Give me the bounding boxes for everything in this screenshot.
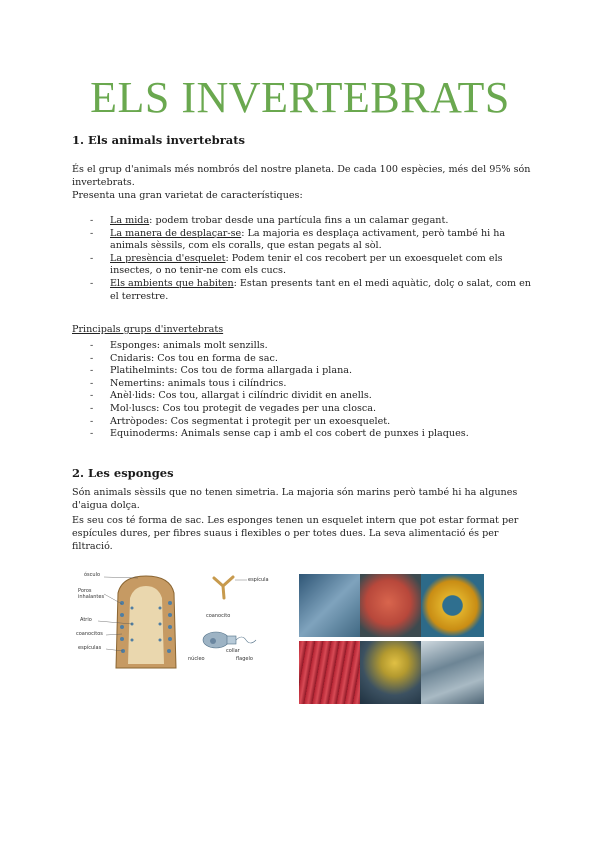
sponge-photo (299, 574, 362, 637)
label-collar: collar (226, 648, 240, 654)
section2-heading: 2. Les esponges (72, 466, 174, 480)
group-item: - Nemertins: animals tous i cilíndrics. (72, 378, 532, 391)
label-osculo: ósculo (84, 572, 101, 578)
group-item: - Equinoderms: Animals sense cap i amb el cos cobert de punxes i plaques. (72, 428, 532, 441)
sponge-photo (299, 641, 362, 704)
group-item: - Cnidaris: Cos tou en forma de sac. (72, 353, 532, 366)
feature-item (72, 228, 532, 253)
feature-term: Els ambients que habiten (110, 277, 234, 289)
group-item: - Anèl·lids: Cos tou, allargat i cilíndric dividit en anells. (72, 390, 532, 403)
section1-heading: 1. Els animals invertebrats (72, 133, 246, 147)
label-poros: Poros inhalantes (78, 588, 105, 600)
feature-term: La presència d'esquelet (110, 252, 226, 264)
group-item: - Artròpodes: Cos segmentat i protegit per un exoesquelet. (72, 416, 532, 429)
feature-text: : Podem tenir el cos recobert per un exoesquelet com els insectes, o no tenir-ne com els cucs. (110, 252, 503, 277)
sponge-photo (421, 574, 484, 637)
label-flagelo: flagelo (236, 656, 253, 662)
page-title: ELS INVERTEBRATS (90, 73, 510, 122)
label-nucleo: núcleo (188, 656, 205, 662)
sponges-paragraph-2: Es seu cos té forma de sac. Les esponges tenen un esquelet intern que pot estar format per espícules dures, per fibres suaus i flexibles o per totes dues. La seva alimentació és per filtració. (72, 515, 519, 552)
feature-text: : Estan presents tant en el medi aquàtic, dolç o salat, com en el terrestre. (110, 277, 531, 302)
label-coanocito: coanocito (206, 613, 231, 619)
feature-text: : podem trobar desde una partícula fins a un calamar gegant. (149, 215, 449, 226)
groups-list (72, 340, 532, 441)
feature-term: La mida (110, 215, 150, 226)
feature-item (72, 253, 532, 278)
sponge-photo (360, 641, 423, 704)
sponge-photo (360, 574, 423, 637)
sponge-photo (421, 641, 484, 704)
label-atrio: Atrio (80, 617, 92, 623)
intro-sentence: Presenta una gran varietat de característiques: (72, 190, 303, 201)
feature-item (72, 278, 532, 303)
sponges-paragraph-1: Són animals sèssils que no tenen simetria. La majoria són marins però també hi ha algunes d'aigua dolça. (72, 487, 518, 511)
sponge-photo-grid (299, 574, 484, 704)
group-item: - Esponges: animals molt senzills. (72, 340, 532, 353)
groups-heading: Principals grups d'invertebrats (72, 324, 224, 335)
label-coanocitos: coanocitos (76, 631, 103, 637)
sponge-anatomy-diagram (76, 568, 276, 678)
group-item: - Mol·luscs: Cos tou protegit de vegades per una closca. (72, 403, 532, 416)
group-item: - Platihelmints: Cos tou de forma allargada i plana. (72, 365, 532, 378)
feature-term: La manera de desplaçar-se (110, 227, 242, 239)
label-espicula: espícula (248, 577, 269, 583)
label-espiculas: espículas (78, 645, 102, 651)
feature-text: : La majoria es desplaça activament, però també hi ha animals sèssils, com els coralls, que estan pegats al sòl. (110, 227, 506, 252)
intro-paragraph: És el grup d'animals més nombrós del nostre planeta. De cada 100 espècies, més del 95% són invertebrats. (72, 164, 531, 188)
features-list (72, 215, 532, 303)
feature-item (72, 215, 532, 228)
